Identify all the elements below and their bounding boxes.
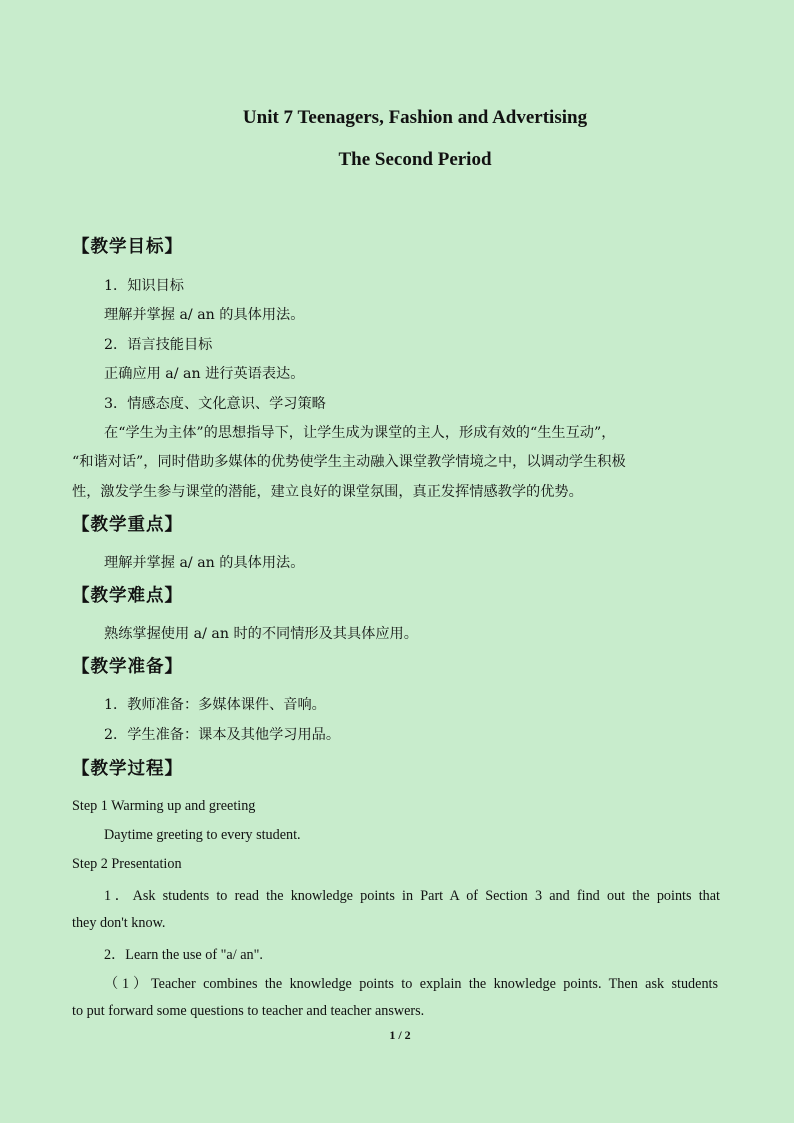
teacher-preparation: 1．教师准备：多媒体课件、音响。 (104, 697, 326, 713)
emotion-objective-line: 性，激发学生参与课堂的潜能，建立良好的课堂氛围，真正发挥情感教学的优势。 (72, 484, 583, 500)
language-objective-title: 2．语言技能目标 (104, 337, 213, 353)
process-item1-line: 1．Ask students to read the knowledge points in Part A of Section 3 and find out the points that (104, 888, 720, 904)
step1-title: Step 1 Warming up and greeting (72, 798, 256, 814)
emotion-objective-line: 在“学生为主体”的思想指导下，让学生成为课堂的主人，形成有效的“生生互动”， (104, 425, 616, 441)
step1-text: Daytime greeting to every student. (104, 827, 301, 843)
difficulties-heading: 【教学难点】 (72, 586, 183, 606)
document-title: Unit 7 Teenagers, Fashion and Advertising (242, 107, 588, 128)
process-item2: 2．Learn the use of "a/ an". (104, 947, 263, 963)
objectives-heading: 【教学目标】 (72, 237, 183, 257)
step2-title: Step 2 Presentation (72, 856, 182, 872)
document-subtitle: The Second Period (338, 149, 492, 170)
language-objective-text: 正确应用 a/ an 进行英语表达。 (104, 366, 305, 382)
process-item1-line: they don't know. (72, 915, 166, 931)
key-points-text: 理解并掌握 a/ an 的具体用法。 (104, 555, 305, 571)
key-points-heading: 【教学重点】 (72, 515, 183, 535)
student-preparation: 2．学生准备：课本及其他学习用品。 (104, 727, 341, 743)
process-sub1-line: （1）Teacher combines the knowledge points to explain the knowledge points. Then ask students (104, 976, 718, 992)
emotion-objective-line: “和谐对话”，同时借助多媒体的优势使学生主动融入课堂教学情境之中，以调动学生积极 (72, 454, 626, 470)
process-sub1-line: to put forward some questions to teacher and teacher answers. (72, 1003, 425, 1019)
process-heading: 【教学过程】 (72, 759, 183, 779)
knowledge-objective-title: 1．知识目标 (104, 278, 184, 294)
preparation-heading: 【教学准备】 (72, 657, 183, 677)
page-number: 1 / 2 (389, 1028, 411, 1042)
difficulties-text: 熟练掌握使用 a/ an 时的不同情形及其具体应用。 (104, 626, 418, 642)
emotion-objective-title: 3．情感态度、文化意识、学习策略 (104, 396, 326, 412)
knowledge-objective-text: 理解并掌握 a/ an 的具体用法。 (104, 307, 305, 323)
